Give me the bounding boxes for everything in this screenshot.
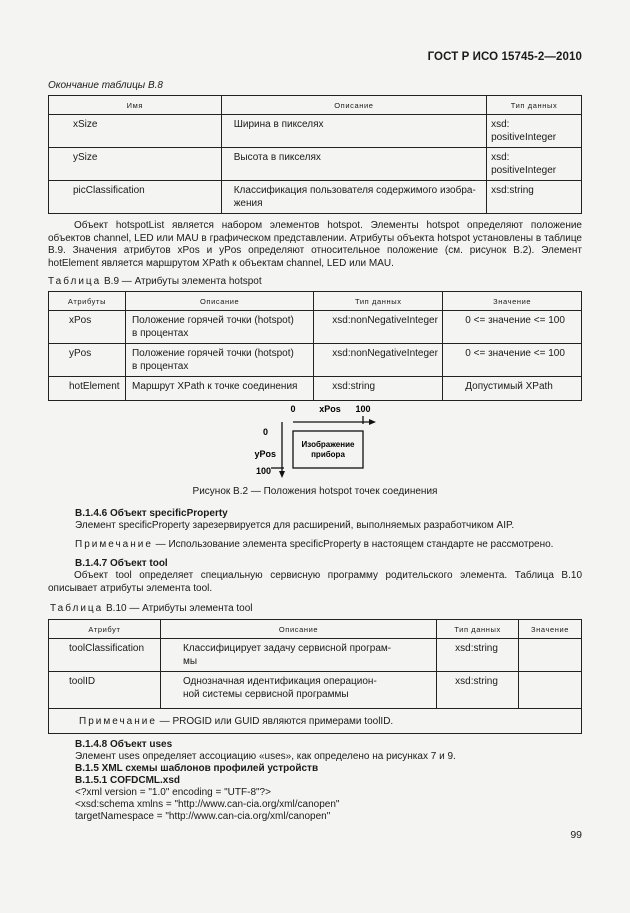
y-axis-start-label: 0 [262, 427, 268, 437]
table-cell: xsd:nonNegativeInteger [314, 311, 443, 344]
device-image-label-line2: прибора [311, 450, 345, 459]
table-b9-header-value: Значение [443, 292, 582, 311]
section-heading-b148: B.1.4.8 Объект uses [75, 739, 173, 750]
note-b146: Примечание — Использование элемента specificProperty в настоящем стандарте не рассмотрено. [75, 539, 554, 550]
page-number: 99 [570, 829, 582, 841]
table-cell: Маршрут XPath к точке соединения [125, 377, 313, 401]
table-cell: picClassification [49, 181, 222, 214]
table-cell: xsd:string [487, 181, 582, 214]
table-cell: Классификация пользователя содержимого изобра- жения [221, 181, 486, 214]
table-b8-header-name: Имя [49, 96, 222, 115]
section-heading-b147: B.1.4.7 Объект tool [75, 558, 168, 569]
table-b10-caption: Таблица В.10 — Атрибуты элемента tool [50, 603, 253, 614]
table-b9 [48, 291, 582, 401]
table-cell: Ширина в пикселях [221, 115, 486, 148]
x-axis-start-label: 0 [290, 404, 296, 414]
table-cell: xsd:string [314, 377, 443, 401]
code-line-1: <?xml version = "1.0" encoding = "UTF-8"?> [75, 787, 271, 798]
table-cell: xsd:string [437, 672, 519, 709]
device-image-label-line1: Изображение [301, 440, 355, 449]
table-b8 [48, 95, 582, 214]
table-b10-header-value: Значение [519, 620, 582, 639]
table-cell: Высота в пикселях [221, 148, 486, 181]
table-cell: xsd:string [437, 639, 519, 672]
table-cell: 0 <= значение <= 100 [443, 344, 582, 377]
table-cell: toolID [49, 672, 161, 709]
section-heading-b151: B.1.5.1 COFDCML.xsd [75, 775, 181, 786]
table-b10-note: Примечание — PROGID или GUID являются примерами toolID. [49, 709, 582, 734]
table-cell: Классифицирует задачу сервисной програм- мы [160, 639, 436, 672]
table-cell: xsd: positiveInteger [487, 148, 582, 181]
y-axis-arrow-icon [279, 471, 285, 478]
table-cell [519, 672, 582, 709]
section-text-b147: Объект tool определяет специальную сервисную программу родительского элемента. Таблица В.10 описывает атрибуты элемента tool. [48, 570, 582, 594]
table-b9-header-desc: Описание [125, 292, 313, 311]
figure-caption: Рисунок В.2 — Положения hotspot точек соединения [192, 486, 438, 497]
table-cell: hotElement [49, 377, 126, 401]
table-cell: Допустимый XPath [443, 377, 582, 401]
table-cell: xPos [49, 311, 126, 344]
table-b8-header-description: Описание [221, 96, 486, 115]
y-axis-end-label: 100 [255, 466, 271, 476]
table-cell [519, 639, 582, 672]
code-line-2: <xsd:schema xmlns = "http://www.can-cia.org/xml/canopen" [75, 799, 340, 810]
section-heading-b15: B.1.5 XML схемы шаблонов профилей устройств [75, 763, 319, 774]
table-cell: xsd:nonNegativeInteger [314, 344, 443, 377]
table-cell: xsd: positiveInteger [487, 115, 582, 148]
table-cell: yPos [49, 344, 126, 377]
table-b10 [48, 619, 582, 734]
y-axis-label: yPos [254, 449, 276, 459]
figure-hotspot-diagram [240, 400, 400, 478]
table-cell: Положение горячей точки (hotspot) в процентах [125, 311, 313, 344]
table-b9-header-type: Тип данных [314, 292, 443, 311]
table-b8-caption: Окончание таблицы В.8 [48, 80, 163, 91]
table-cell: ySize [49, 148, 222, 181]
document-header: ГОСТ Р ИСО 15745-2—2010 [427, 51, 582, 63]
section-heading-b146: B.1.4.6 Объект specificProperty [75, 508, 228, 519]
table-cell: 0 <= значение <= 100 [443, 311, 582, 344]
code-line-3: targetNamespace = "http://www.can-cia.org/xml/canopen" [75, 811, 331, 822]
table-b9-header-attr: Атрибуты [49, 292, 126, 311]
section-text-b146: Элемент specificProperty зарезервируется для расширений, выполняемых разработчиком AIP. [75, 520, 515, 531]
table-b10-header-desc: Описание [160, 620, 436, 639]
table-b8-header-type: Тип данных [487, 96, 582, 115]
table-cell: xSize [49, 115, 222, 148]
table-cell: Положение горячей точки (hotspot) в процентах [125, 344, 313, 377]
table-cell: toolClassification [49, 639, 161, 672]
x-axis-end-label: 100 [355, 404, 371, 414]
section-text-b148: Элемент uses определяет ассоциацию «uses», как определено на рисунках 7 и 9. [75, 751, 456, 762]
table-b10-header-attr: Атрибут [49, 620, 161, 639]
x-axis-label: xPos [319, 404, 341, 414]
table-b10-header-type: Тип данных [437, 620, 519, 639]
table-cell: Однозначная идентификация операцион- ной системы сервисной программы [160, 672, 436, 709]
paragraph-hotspotlist: Объект hotspotList является набором элементов hotspot. Элементы hotspot определяют положение объектов channel, LED или MAU в графическом представлении. Атрибуты объекта hotspot установлены в таблице В.9. Значения атрибутов xPos и yPos определяют относительное положение (см. рисунок В.2). Элемент hotElement является маршрутом XPath к объектам channel, LED или MAU. [48, 220, 582, 269]
table-b9-caption: Таблица В.9 — Атрибуты элемента hotspot [48, 276, 262, 287]
x-axis-arrow-icon [369, 419, 376, 425]
